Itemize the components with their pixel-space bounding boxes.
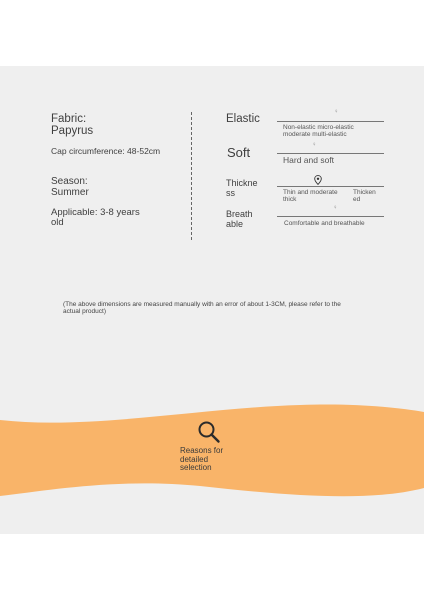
reasons-text: Reasons for detailed selection <box>180 446 224 472</box>
elastic-description: Non-elastic micro-elastic moderate multi-elastic <box>283 124 354 138</box>
soft-marker-icon: ♀ <box>312 142 317 148</box>
measurement-note: (The above dimensions are measured manually with an error of about 1-3CM, please refer to the actual product) <box>63 301 341 315</box>
applicable-age: Applicable: 3-8 years old <box>51 207 140 228</box>
elastic-marker-icon: ♀ <box>334 109 339 115</box>
season-label: Season: Summer <box>51 176 89 198</box>
breathable-marker-icon: ♀ <box>333 205 338 211</box>
magnifier-icon <box>197 420 221 444</box>
thickness-description-thin: Thin and moderate thick <box>283 189 338 203</box>
thickness-description-thicken: Thicken ed <box>353 189 376 203</box>
breathable-scale <box>277 216 384 217</box>
thickness-pin-icon <box>314 175 322 185</box>
elastic-label: Elastic <box>226 113 260 125</box>
cap-circumference: Cap circumference: 48-52cm <box>51 146 161 156</box>
soft-label: Soft <box>227 145 251 160</box>
thickness-label: Thickne ss <box>226 178 258 198</box>
column-divider <box>191 112 192 240</box>
breathable-label: Breath able <box>226 209 253 229</box>
elastic-scale <box>277 121 384 122</box>
soft-description: Hard and soft <box>283 155 335 165</box>
thickness-scale <box>277 186 384 187</box>
fabric-label: Fabric: Papyrus <box>51 113 94 137</box>
soft-scale <box>277 153 384 154</box>
breathable-description: Comfortable and breathable <box>284 220 365 227</box>
